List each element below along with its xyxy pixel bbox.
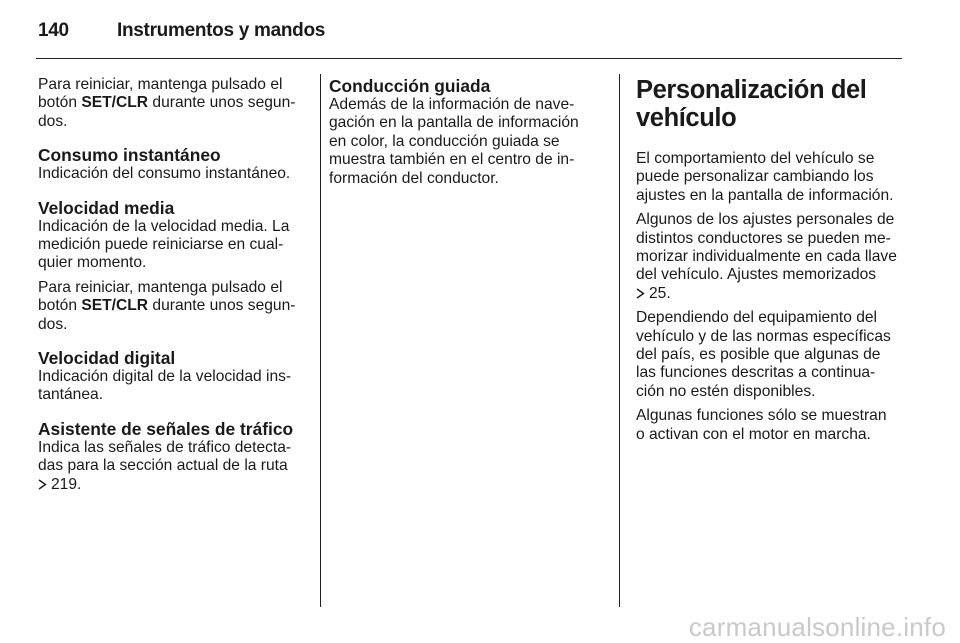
text-line: [38, 297, 308, 315]
cross-reference-arrow-icon: [636, 288, 645, 299]
paragraph-personalizacion-1: [636, 150, 906, 205]
text-line: distintos conductores se pueden me-: [636, 229, 891, 247]
page-title: Instrumentos y mandos: [117, 20, 326, 41]
text-line: Indicación del consumo instantáneo.: [38, 165, 291, 183]
text-line: das para la sección actual de la ruta: [38, 457, 288, 475]
text-line: Además de la información de nave-: [329, 96, 575, 113]
text-line: del país, es posible que algunas de: [636, 346, 881, 364]
text-line: en color, la conducción guiada se: [329, 132, 560, 150]
text-line: puede personalizar cambiando los: [636, 168, 874, 186]
column-2: [329, 76, 605, 194]
page-reference-link[interactable]: [38, 476, 308, 494]
paragraph-velocidad-digital: [38, 368, 308, 405]
page-number: 140: [38, 20, 69, 41]
heading-personalizacion-vehiculo: [636, 76, 906, 132]
heading-conduccion-guiada: Conducción guiada: [329, 76, 491, 96]
text-line: Dependiendo del equipamiento del: [636, 309, 878, 327]
paragraph-asistente-senales-trafico: [38, 439, 308, 494]
text-line: ción no estén disponibles.: [636, 382, 816, 400]
paragraph-personalizacion-2: [636, 211, 906, 303]
text-line: Indica las señales de tráfico detecta-: [38, 438, 292, 456]
text-line: Indicación digital de la velocidad ins-: [38, 368, 292, 386]
text-line: Algunas funciones sólo se muestran: [636, 407, 887, 425]
text-line: Indicación de la velocidad media. La: [38, 217, 290, 235]
page-reference-link[interactable]: [636, 285, 906, 303]
text-fragment: botón: [38, 297, 82, 315]
text-fragment: durante unos segun-: [148, 94, 296, 112]
text-line: dos.: [38, 112, 68, 130]
heading-line: Personalización del: [636, 76, 867, 104]
paragraph-personalizacion-4: [636, 407, 906, 444]
column-divider-1: [320, 74, 321, 607]
text-line: medición puede reiniciarse en cual-: [38, 236, 284, 254]
text-line: del vehículo. Ajustes memorizados: [636, 266, 877, 284]
paragraph-conduccion-guiada: [329, 96, 605, 188]
page-reference-number: 25.: [649, 284, 671, 302]
text-line: gación en la pantalla de información: [329, 114, 579, 132]
text-line: muestra también en el centro de in-: [329, 151, 575, 169]
header-divider: [36, 58, 902, 59]
text-line: morizar individualmente en cada llave: [636, 248, 897, 266]
text-fragment: botón: [38, 94, 82, 112]
button-name-set-clr: SET/CLR: [81, 94, 149, 112]
paragraph-reset-2: [38, 279, 308, 334]
text-line: [38, 94, 308, 112]
text-line: formación del conductor.: [329, 169, 499, 187]
heading-line: vehículo: [636, 104, 737, 132]
text-line: El comportamiento del vehículo se: [636, 150, 875, 167]
heading-velocidad-media: Velocidad media: [38, 197, 175, 218]
text-line: vehículo y de las normas específicas: [636, 327, 891, 345]
text-fragment: durante unos segun-: [148, 297, 296, 315]
text-line: o activan con el motor en marcha.: [636, 425, 871, 443]
cross-reference-arrow-icon: [38, 479, 47, 490]
text-line: quier momento.: [38, 254, 147, 272]
text-line: las funciones descritas a continua-: [636, 364, 876, 382]
paragraph-personalizacion-3: [636, 309, 906, 401]
paragraph-consumo-instantaneo: [38, 165, 308, 183]
heading-consumo-instantaneo: Consumo instantáneo: [38, 145, 221, 166]
text-line: Para reiniciar, mantenga pulsado el: [38, 76, 283, 93]
button-name-set-clr: SET/CLR: [81, 297, 149, 315]
column-divider-2: [619, 74, 620, 607]
text-line: Para reiniciar, mantenga pulsado el: [38, 278, 283, 296]
text-line: ajustes en la pantalla de información.: [636, 186, 894, 204]
page-reference-number: 219.: [51, 475, 82, 493]
watermark: carmanualsonline.info: [688, 612, 946, 642]
heading-velocidad-digital: Velocidad digital: [38, 348, 176, 369]
paragraph-velocidad-media: [38, 218, 308, 273]
paragraph-reset-1: [38, 76, 308, 131]
column-3: [636, 76, 906, 450]
heading-asistente-senales-trafico: Asistente de señales de tráfico: [38, 418, 294, 439]
text-line: dos.: [38, 315, 68, 333]
column-1: [38, 76, 308, 500]
text-line: tantánea.: [38, 386, 104, 404]
text-line: Algunos de los ajustes personales de: [636, 211, 895, 229]
